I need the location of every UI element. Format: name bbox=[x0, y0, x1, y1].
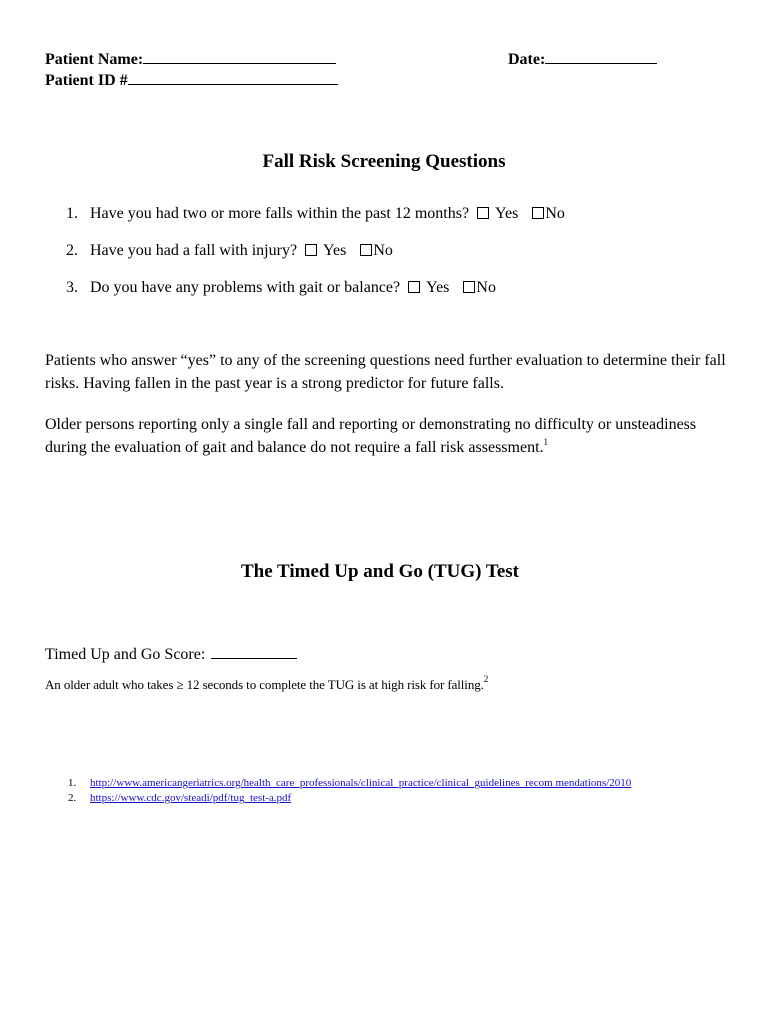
tug-score-label: Timed Up and Go Score: bbox=[45, 646, 206, 663]
no-checkbox[interactable] bbox=[360, 244, 372, 256]
reference-item-2 bbox=[68, 792, 291, 805]
date-label: Date: bbox=[508, 51, 546, 68]
reference-item-1 bbox=[68, 777, 631, 790]
date-row bbox=[508, 49, 657, 69]
date-blank[interactable] bbox=[545, 49, 657, 64]
evaluation-paragraph: Patients who answer “yes” to any of the screening questions need further evaluation to determine their fall risks. Having fallen in the past year is a strong predictor for future falls. bbox=[45, 352, 726, 392]
no-label: No bbox=[476, 279, 496, 296]
no-label: No bbox=[545, 205, 565, 222]
tug-risk-note bbox=[45, 674, 489, 693]
question-number: 1. bbox=[66, 205, 78, 222]
tug-risk-text: An older adult who takes ≥ 12 seconds to complete the TUG is at high risk for falling. bbox=[45, 677, 484, 692]
footnote-marker-2: 2 bbox=[483, 674, 489, 684]
question-row-3 bbox=[66, 278, 496, 298]
tug-score-blank[interactable] bbox=[211, 646, 297, 659]
yes-checkbox[interactable] bbox=[305, 244, 317, 256]
patient-id-row bbox=[45, 70, 338, 90]
question-text: Do you have any problems with gait or balance? bbox=[90, 279, 401, 296]
tug-score-row bbox=[45, 645, 297, 665]
footnote-marker-1: 1 bbox=[543, 436, 549, 447]
question-number: 2. bbox=[66, 242, 78, 259]
question-number: 3. bbox=[66, 279, 78, 296]
yes-label: Yes bbox=[495, 205, 519, 222]
question-text: Have you had two or more falls within the past 12 months? bbox=[90, 205, 470, 222]
patient-name-row bbox=[45, 49, 336, 69]
single-fall-text: Older persons reporting only a single fall and reporting or demonstrating no difficulty or unsteadiness during the evaluation of gait and balance do not require a fall risk assessment. bbox=[45, 416, 697, 456]
yes-checkbox[interactable] bbox=[477, 207, 489, 219]
yes-checkbox[interactable] bbox=[408, 281, 420, 293]
reference-number: 2. bbox=[68, 792, 77, 804]
no-checkbox[interactable] bbox=[532, 207, 544, 219]
reference-number: 1. bbox=[68, 777, 77, 789]
patient-id-blank[interactable] bbox=[128, 70, 338, 85]
reference-link[interactable]: http://www.americangeriatrics.org/health_care_professionals/clinical_practice/clinical_guidelines_recom mendations/2010 bbox=[90, 777, 632, 789]
screening-title: Fall Risk Screening Questions bbox=[262, 151, 506, 172]
question-row-2 bbox=[66, 241, 393, 261]
yes-label: Yes bbox=[426, 279, 450, 296]
question-text: Have you had a fall with injury? bbox=[90, 242, 298, 259]
single-fall-paragraph bbox=[45, 414, 735, 459]
patient-name-label: Patient Name: bbox=[45, 51, 144, 68]
yes-label: Yes bbox=[323, 242, 347, 259]
patient-name-blank[interactable] bbox=[143, 49, 336, 64]
reference-link[interactable]: https://www.cdc.gov/steadi/pdf/tug_test-a.pdf bbox=[90, 792, 292, 804]
tug-title: The Timed Up and Go (TUG) Test bbox=[240, 561, 520, 582]
patient-id-label: Patient ID # bbox=[45, 72, 128, 89]
no-label: No bbox=[373, 242, 393, 259]
no-checkbox[interactable] bbox=[463, 281, 475, 293]
question-row-1 bbox=[66, 204, 565, 224]
